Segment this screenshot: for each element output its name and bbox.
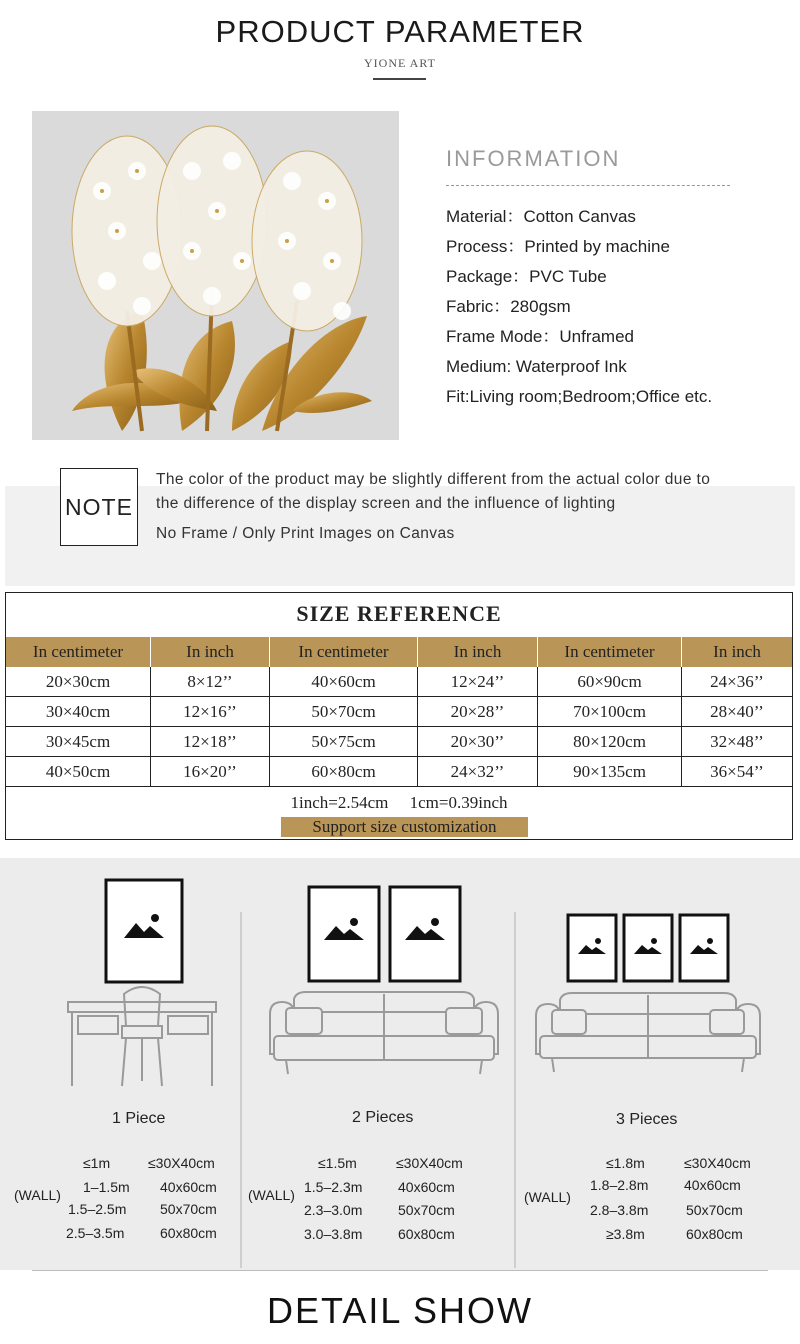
table-cell: 12×18’’ — [151, 727, 270, 756]
table-cell: 30×45cm — [6, 727, 151, 756]
brand-subtitle: YIONE ART — [364, 56, 436, 70]
table-cell: 40×60cm — [270, 667, 418, 696]
info-fabric: Fabric：280gsm — [446, 297, 571, 316]
frame-size: 50x70cm — [686, 1202, 743, 1218]
frame-size: 60x80cm — [398, 1226, 455, 1242]
table-cell: 60×80cm — [270, 757, 418, 786]
frame-size: 50x70cm — [398, 1202, 455, 1218]
two-pieces-label: 2 Pieces — [352, 1109, 414, 1126]
table-cell: 30×40cm — [6, 697, 151, 726]
note-label: NOTE — [60, 468, 138, 546]
one-piece-label: 1 Piece — [112, 1110, 166, 1127]
table-cell: 36×54’’ — [710, 762, 764, 781]
wall-label: (WALL) — [248, 1187, 295, 1203]
table-cell: 20×28’’ — [418, 697, 538, 726]
frame-size: 40x60cm — [398, 1179, 455, 1195]
information-divider — [446, 185, 730, 186]
table-cell: 70×100cm — [538, 697, 682, 726]
wall-label: (WALL) — [14, 1187, 61, 1203]
table-cell: 40×50cm — [6, 757, 151, 786]
table-cell: 28×40’’ — [710, 702, 764, 721]
table-cell: 60×90cm — [538, 667, 682, 696]
table-row — [6, 697, 792, 727]
footer-divider — [32, 1270, 768, 1271]
three-pieces-label: 3 Pieces — [616, 1111, 678, 1128]
col-header: In inch — [151, 637, 270, 667]
note-line-2: the difference of the display screen and the influence of lighting — [156, 495, 616, 512]
table-cell: 16×20’’ — [151, 757, 270, 786]
wall-width: ≤1.8m — [606, 1155, 645, 1171]
frame-size: 60x80cm — [686, 1226, 743, 1242]
table-row — [6, 757, 792, 787]
wall-width: 2.3–3.0m — [304, 1202, 363, 1218]
table-row — [6, 727, 792, 757]
size-table-header — [6, 637, 792, 667]
note-line-3: No Frame / Only Print Images on Canvas — [156, 525, 455, 542]
table-cell: 12×24’’ — [418, 667, 538, 696]
unit-conversion: 1inch=2.54cm 1cm=0.39inch — [290, 793, 508, 812]
wall-width: 2.8–3.8m — [590, 1202, 649, 1218]
wall-width: ≤1m — [83, 1155, 111, 1171]
info-fit: Fit:Living room;Bedroom;Office etc. — [446, 387, 713, 406]
col-header: In centimeter — [6, 637, 151, 667]
information-title: INFORMATION — [446, 146, 621, 171]
title-underline — [373, 78, 426, 80]
frame-size: ≤30X40cm — [396, 1155, 463, 1171]
info-process: Process：Printed by machine — [446, 237, 670, 256]
product-image — [32, 111, 399, 440]
table-row — [6, 667, 792, 697]
info-package: Package：PVC Tube — [446, 267, 607, 286]
wall-size-tables — [0, 858, 800, 1270]
wall-width: 1.5–2.3m — [304, 1179, 363, 1195]
wall-width: ≥3.8m — [606, 1226, 645, 1242]
size-reference-title: SIZE REFERENCE — [296, 601, 502, 626]
info-material: Material：Cotton Canvas — [446, 207, 636, 226]
col-header: In inch — [418, 637, 538, 667]
wall-width: 1.5–2.5m — [68, 1201, 127, 1217]
detail-show-title: DETAIL SHOW — [266, 1290, 534, 1331]
col-header: In inch — [713, 642, 761, 661]
room-size-guide — [0, 858, 800, 1270]
wall-width: 2.5–3.5m — [66, 1225, 125, 1241]
table-cell: 20×30cm — [6, 667, 151, 696]
support-customization-badge: Support size customization — [281, 817, 528, 837]
frame-size: 50x70cm — [160, 1201, 217, 1217]
size-reference-table — [5, 592, 793, 840]
table-cell: 24×36’’ — [710, 672, 764, 691]
flower-artwork-illustration — [32, 111, 399, 440]
wall-width: 1–1.5m — [83, 1179, 130, 1195]
table-cell: 32×48’’ — [710, 732, 764, 751]
info-frame-mode: Frame Mode：Unframed — [446, 327, 635, 346]
page-title: PRODUCT PARAMETER — [215, 14, 585, 49]
table-cell: 24×32’’ — [418, 757, 538, 786]
wall-label: (WALL) — [524, 1189, 571, 1205]
table-cell: 80×120cm — [538, 727, 682, 756]
table-cell: 50×75cm — [270, 727, 418, 756]
frame-size: ≤30X40cm — [684, 1155, 751, 1171]
table-cell: 90×135cm — [538, 757, 682, 786]
frame-size: 40x60cm — [684, 1177, 741, 1193]
wall-width: 3.0–3.8m — [304, 1226, 363, 1242]
frame-size: ≤30X40cm — [148, 1155, 215, 1171]
table-cell: 8×12’’ — [151, 667, 270, 696]
size-table-body — [6, 667, 792, 787]
col-header: In centimeter — [538, 637, 682, 667]
table-cell: 20×30’’ — [418, 727, 538, 756]
info-medium: Medium: Waterproof Ink — [446, 357, 627, 376]
col-header: In centimeter — [270, 637, 418, 667]
table-cell: 12×16’’ — [151, 697, 270, 726]
frame-size: 40x60cm — [160, 1179, 217, 1195]
note-line-1: The color of the product may be slightly different from the actual color due to — [156, 471, 711, 488]
wall-width: ≤1.5m — [318, 1155, 357, 1171]
frame-size: 60x80cm — [160, 1225, 217, 1241]
wall-width: 1.8–2.8m — [590, 1177, 649, 1193]
table-cell: 50×70cm — [270, 697, 418, 726]
information-list — [446, 207, 712, 417]
